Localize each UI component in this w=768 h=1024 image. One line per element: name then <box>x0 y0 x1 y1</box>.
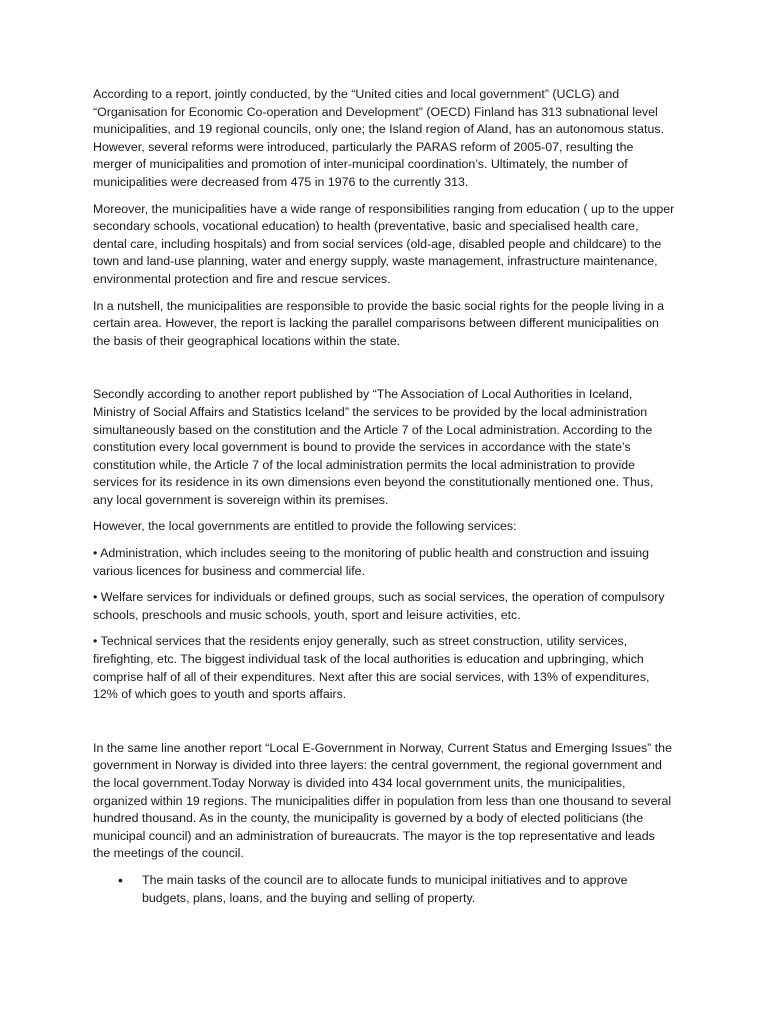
section-finland <box>93 86 675 350</box>
list-item-text: The main tasks of the council are to allocate funds to municipal initiatives and to approve budgets, plans, loans, and the buying and selling of property. <box>142 872 628 905</box>
paragraph-norway-intro: In the same line another report “Local E-Government in Norway, Current Status and Emerging Issues” the government in Norway is divided into three layers: the central government, the regional government and the local government.Today Norway is divided into 434 local government units, the municipalities, organized within 19 regions. The municipalities differ in population from less than one thousand to several hundred thousand. As in the county, the municipality is governed by a body of elected politicians (the municipal council) and an administration of bureaucrats. The mayor is the top representative and leads the meetings of the council. <box>93 740 672 861</box>
paragraph-finland-summary: In a nutshell, the municipalities are responsible to provide the basic social rights for the people living in a certain area. However, the report is lacking the parallel comparisons between different municipalities on the basis of their geographical locations within the state. <box>93 298 664 348</box>
list-item <box>93 872 675 907</box>
paragraph-finland-responsibilities: Moreover, the municipalities have a wide range of responsibilities ranging from education ( up to the upper secondary schools, vocational education) to health (preventative, basic and specialised health care, dental care, including hospitals) and from social services (old-age, disabled people and childcare) to the town and land-use planning, water and energy supply, waste management, infrastructure maintenance, environmental protection and fire and rescue services. <box>93 201 675 286</box>
section-iceland <box>93 386 675 704</box>
paragraph-iceland-services-lead: However, the local governments are entitled to provide the following services: <box>93 519 517 534</box>
paragraph-finland-intro: According to a report, jointly conducted, by the “United cities and local government” (UCLG) and “Organisation for Economic Co-operation and Development” (OECD) Finland has 313 subnational level municipalities, and 19 regional councils, only one; the Island region of Aland, has an autonomous status. However, several reforms were introduced, particularly the PARAS reform of 2005-07, resulting the merger of municipalities and promotion of inter-municipal coordination’s. Ultimately, the number of municipalities were decreased from 475 in 1976 to the currently 313. <box>93 87 665 189</box>
paragraph-iceland-administration: • Administration, which includes seeing to the monitoring of public health and construction and issuing various licences for business and commercial life. <box>93 546 650 578</box>
section-spacer <box>93 359 675 386</box>
paragraph-iceland-intro: Secondly according to another report published by “The Association of Local Authorities in Iceland, Ministry of Social Affairs and Statistics Iceland” the services to be provided by the local administration simultaneously based on the constitution and the Article 7 of the Local administration. According to the constitution every local government is bound to provide the services in accordance with the state’s constitution while, the Article 7 of the local administration permits the local administration to provide services for its residence in its own dimensions even beyond the constitutionally mentioned one. Thus, any local government is sovereign within its premises. <box>93 387 654 507</box>
section-spacer <box>93 713 675 740</box>
bullet-marker: • <box>118 871 123 888</box>
section-norway <box>93 740 675 907</box>
bullet-list-norway <box>93 872 675 907</box>
paragraph-iceland-welfare: • Welfare services for individuals or defined groups, such as social services, the operation of compulsory schools, preschools and music schools, youth, sport and leisure activities, etc. <box>93 590 665 622</box>
document-page <box>93 86 675 907</box>
paragraph-iceland-technical: • Technical services that the residents enjoy generally, such as street construction, utility services, firefighting, etc. The biggest individual task of the local authorities is education and upbringing, which comprise half of all of their expenditures. Next after this are social services, with 13% of expenditures, 12% of which goes to youth and sports affairs. <box>93 634 650 702</box>
